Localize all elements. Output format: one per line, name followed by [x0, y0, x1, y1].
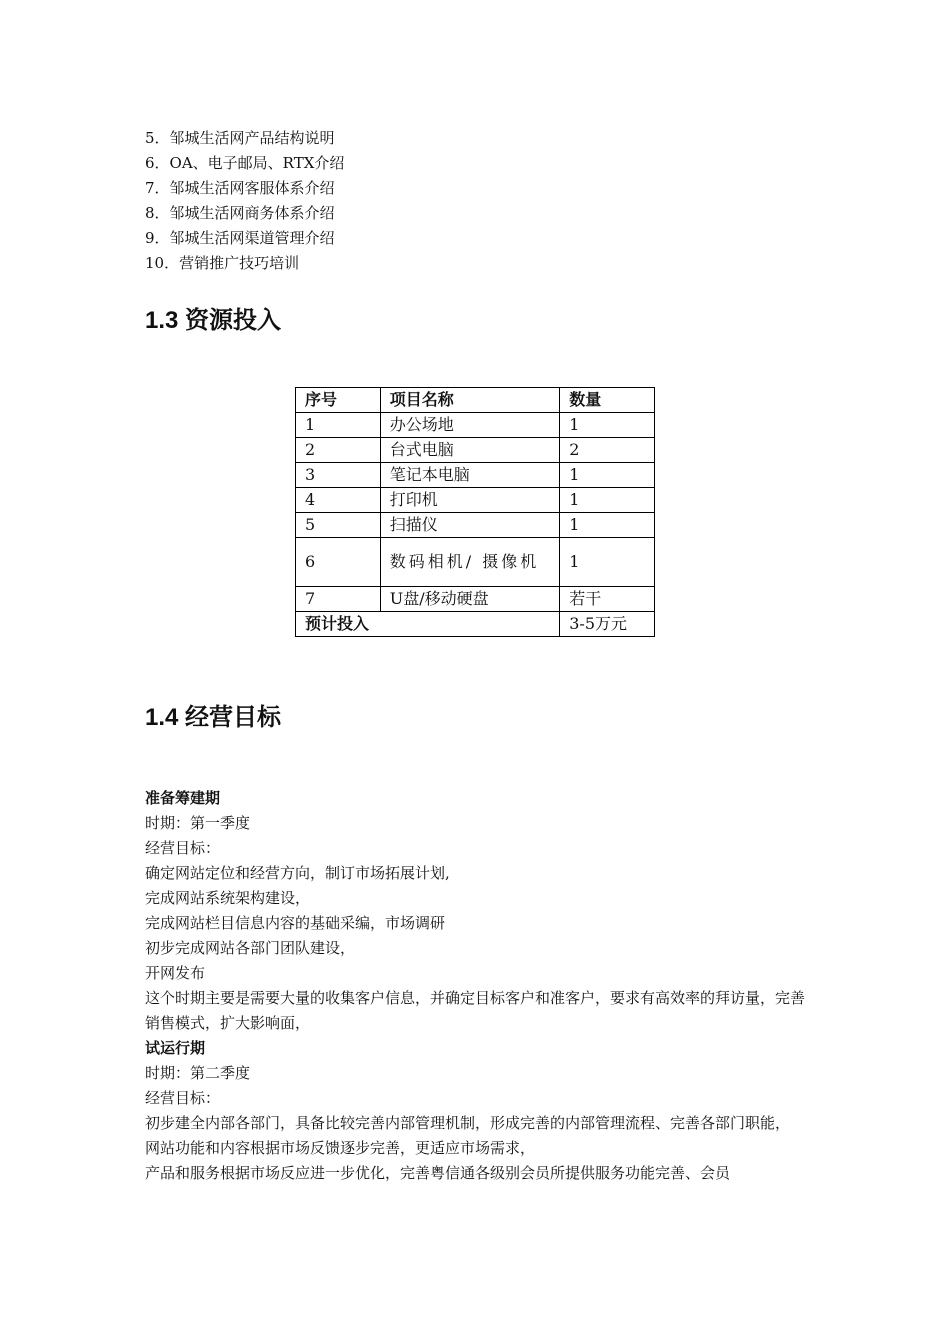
- phase-period: 时期：第一季度: [145, 814, 251, 832]
- table-cell: 3: [296, 463, 381, 488]
- section-heading-goal: 1.4 经营目标: [145, 704, 282, 731]
- total-label: 预计投入: [296, 612, 560, 637]
- table-cell: U盘/移动硬盘: [380, 587, 559, 612]
- paragraph: 开网发布: [145, 964, 206, 982]
- table-cell: 若干: [560, 587, 655, 612]
- table-row: [296, 463, 655, 488]
- paragraph: 网站功能和内容根据市场反馈逐步完善，更适应市场需求，: [145, 1139, 536, 1157]
- list-item: 7．邹城生活网客服体系介绍: [145, 179, 335, 197]
- table-cell: 1: [560, 513, 655, 538]
- table-cell: 数码相机/ 摄像机: [380, 538, 559, 587]
- resource-table: [295, 387, 655, 637]
- header-cell: 序号: [296, 388, 381, 413]
- header-cell: 项目名称: [380, 388, 559, 413]
- table-cell: 4: [296, 488, 381, 513]
- list-item: 5．邹城生活网产品结构说明: [145, 129, 335, 147]
- goal-body: [145, 786, 815, 1186]
- table-row: [296, 488, 655, 513]
- table-cell: 办公场地: [380, 413, 559, 438]
- paragraph: 初步完成网站各部门团队建设，: [145, 939, 356, 957]
- paragraph: 这个时期主要是需要大量的收集客户信息，并确定目标客户和准客户，要求有高效率的拜访量，完善销售模式，扩大影响面，: [145, 989, 806, 1032]
- table-row: [296, 513, 655, 538]
- phase-goal-label: 经营目标：: [145, 1089, 221, 1107]
- paragraph: 完成网站栏目信息内容的基础采编，市场调研: [145, 914, 446, 932]
- table-row: [296, 587, 655, 612]
- list-item: 8．邹城生活网商务体系介绍: [145, 204, 335, 222]
- table-cell: 1: [560, 463, 655, 488]
- phase-goal-label: 经营目标：: [145, 839, 221, 857]
- table-cell: 7: [296, 587, 381, 612]
- phase-title: 准备筹建期: [145, 789, 221, 807]
- table-cell: 笔记本电脑: [380, 463, 559, 488]
- table-cell: 1: [296, 413, 381, 438]
- phase-title: 试运行期: [145, 1039, 206, 1057]
- table-cell: 5: [296, 513, 381, 538]
- section-heading-resource: 1.3 资源投入: [145, 307, 282, 334]
- list-item: 6．OA、电子邮局、RTX介绍: [145, 154, 345, 172]
- list-item: 9．邹城生活网渠道管理介绍: [145, 229, 335, 247]
- paragraph: 产品和服务根据市场反应进一步优化，完善粤信通各级别会员所提供服务功能完善、会员: [145, 1164, 731, 1182]
- table-cell: 2: [296, 438, 381, 463]
- total-value: 3-5万元: [560, 612, 655, 637]
- paragraph: 初步建全内部各部门，具备比较完善内部管理机制，形成完善的内部管理流程、完善各部门职能，: [145, 1114, 791, 1132]
- table-cell: 1: [560, 488, 655, 513]
- table-row: [296, 438, 655, 463]
- table-total-row: [296, 612, 655, 637]
- table-cell: 1: [560, 413, 655, 438]
- list-item: 10．营销推广技巧培训: [145, 254, 300, 272]
- table-row: [296, 413, 655, 438]
- table-cell: 6: [296, 538, 381, 587]
- paragraph: 确定网站定位和经营方向，制订市场拓展计划,: [145, 864, 450, 882]
- table-row: [296, 538, 655, 587]
- table-cell: 台式电脑: [380, 438, 559, 463]
- phase-period: 时期：第二季度: [145, 1064, 251, 1082]
- table-cell: 2: [560, 438, 655, 463]
- table-cell: 打印机: [380, 488, 559, 513]
- paragraph: 完成网站系统架构建设，: [145, 889, 311, 907]
- training-list: [145, 126, 344, 276]
- table-header-row: [296, 388, 655, 413]
- table-cell: 扫描仪: [380, 513, 559, 538]
- table-cell: 1: [560, 538, 655, 587]
- header-cell: 数量: [560, 388, 655, 413]
